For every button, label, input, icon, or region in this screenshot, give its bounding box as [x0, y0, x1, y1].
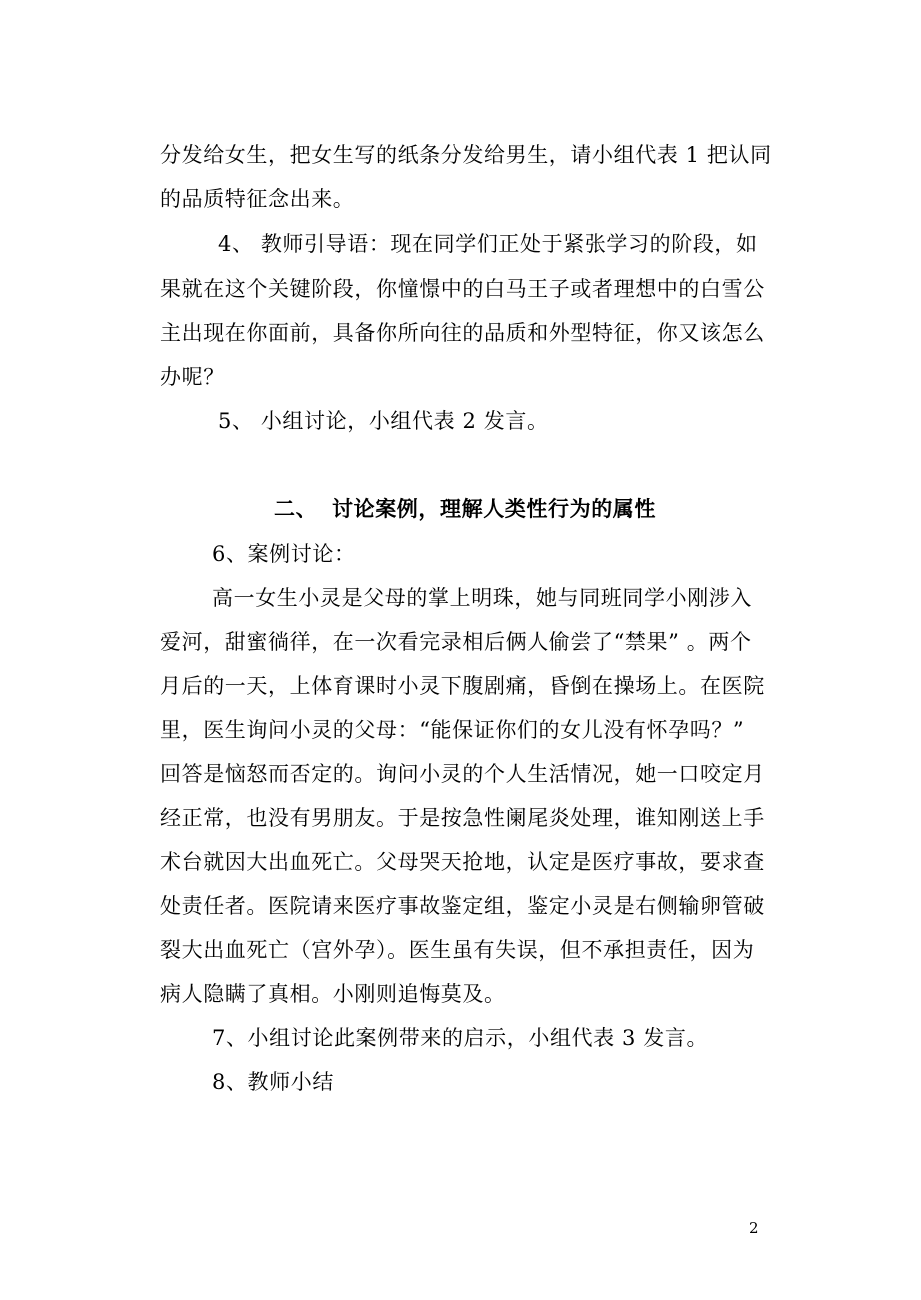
case-line-4: 里，医生询问小灵的父母：“能保证你们的女儿没有怀孕吗？”: [160, 718, 745, 742]
paragraph-1-line-2: 的品质特征念出来。: [160, 187, 355, 211]
paragraph-2-line-3: 主出现在你面前，具备你所向往的品质和外型特征，你又该怎么: [160, 321, 765, 345]
paragraph-2-line-1: 4、 教师引导语：现在同学们正处于紧张学习的阶段，如: [218, 232, 758, 256]
paragraph-1-line-1: 分发给女生，把女生写的纸条分发给男生，请小组代表 1 把认同: [160, 143, 772, 167]
case-line-7: 术台就因大出血死亡。父母哭天抢地，认定是医疗事故，要求查: [160, 850, 765, 874]
paragraph-2-line-2: 果就在这个关键阶段，你憧憬中的白马王子或者理想中的白雪公: [160, 277, 765, 301]
paragraph-7: 8、教师小结: [212, 1070, 334, 1094]
paragraph-3: 5、 小组讨论，小组代表 2 发言。: [218, 409, 549, 433]
case-line-5: 回答是恼怒而否定的。询问小灵的个人生活情况，她一口咬定月: [160, 762, 765, 786]
section-heading-number: 二、: [274, 496, 318, 521]
paragraph-4: 6、案例讨论：: [212, 542, 356, 566]
paragraph-2-line-4: 办呢？: [160, 365, 225, 389]
case-line-2: 爱河，甜蜜徜徉，在一次看完录相后俩人偷尝了“禁果” 。两个: [160, 630, 752, 654]
page-number: 2: [749, 1219, 759, 1237]
case-line-10: 病人隐瞒了真相。小刚则追悔莫及。: [160, 982, 506, 1006]
section-heading-title: 讨论案例，理解人类性行为的属性: [332, 496, 656, 521]
case-line-1: 高一女生小灵是父母的掌上明珠，她与同班同学小刚涉入: [212, 586, 752, 610]
paragraph-6: 7、小组讨论此案例带来的启示，小组代表 3 发言。: [212, 1026, 709, 1050]
case-line-6: 经正常，也没有男朋友。于是按急性阑尾炎处理，谁知刚送上手: [160, 806, 765, 830]
case-line-8: 处责任者。医院请来医疗事故鉴定组，鉴定小灵是右侧输卵管破: [160, 894, 765, 918]
case-line-9: 裂大出血死亡（宫外孕）。医生虽有失误，但不承担责任，因为: [160, 938, 755, 962]
case-line-3: 月后的一天，上体育课时小灵下腹剧痛，昏倒在操场上。在医院: [160, 674, 765, 698]
